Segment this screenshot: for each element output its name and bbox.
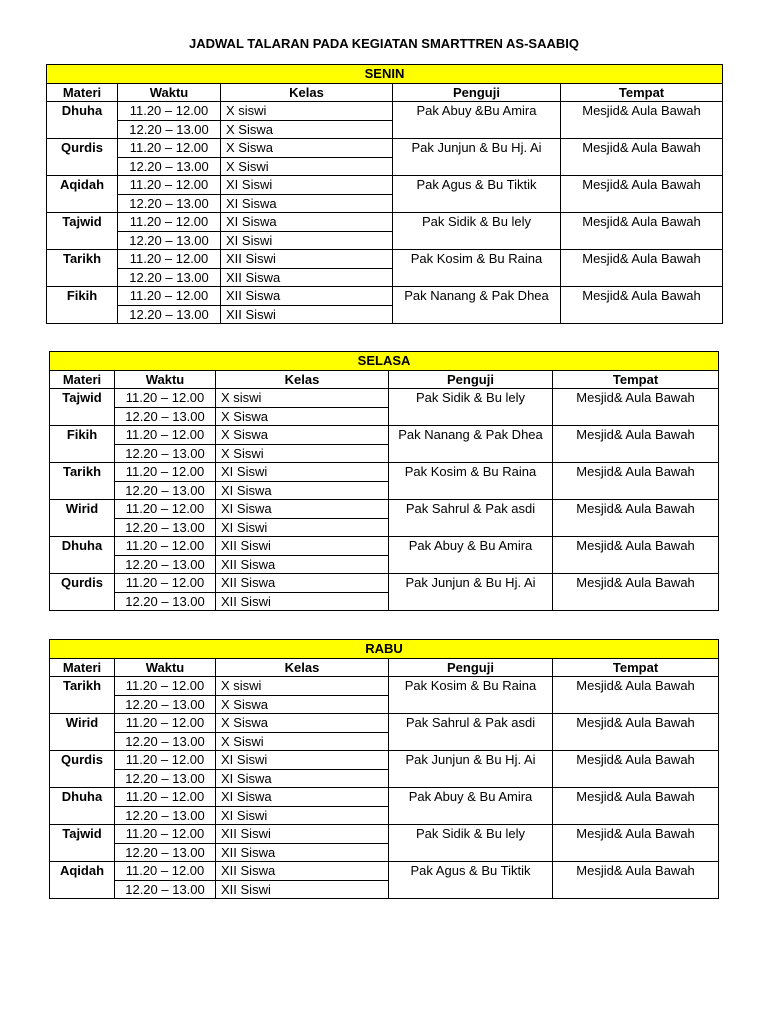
day-label: SENIN — [47, 65, 723, 84]
kelas-cell: XII Siswa — [216, 843, 389, 862]
waktu-cell: 12.20 – 13.00 — [115, 555, 216, 574]
tempat-cell: Mesjid& Aula Bawah — [553, 574, 719, 611]
kelas-cell: XI Siswi — [216, 751, 389, 770]
waktu-cell: 12.20 – 13.00 — [115, 592, 216, 611]
waktu-cell: 12.20 – 13.00 — [115, 695, 216, 714]
column-header-materi: Materi — [47, 83, 118, 102]
tempat-cell: Mesjid& Aula Bawah — [561, 176, 723, 213]
materi-cell: Tarikh — [47, 250, 118, 287]
waktu-cell: 12.20 – 13.00 — [115, 769, 216, 788]
column-header-kelas: Kelas — [216, 658, 389, 677]
kelas-cell: XI Siswa — [216, 788, 389, 807]
table-row — [47, 287, 723, 306]
kelas-cell: XII Siswi — [216, 537, 389, 556]
column-header-row — [50, 370, 719, 389]
day-label: SELASA — [50, 352, 719, 371]
column-header-waktu: Waktu — [118, 83, 221, 102]
penguji-cell: Pak Nanang & Pak Dhea — [393, 287, 561, 324]
column-header-materi: Materi — [50, 370, 115, 389]
kelas-cell: XI Siswa — [216, 769, 389, 788]
kelas-cell: X Siswa — [216, 714, 389, 733]
column-header-row — [50, 658, 719, 677]
column-header-penguji: Penguji — [393, 83, 561, 102]
waktu-cell: 12.20 – 13.00 — [115, 732, 216, 751]
kelas-cell: XI Siswi — [221, 176, 393, 195]
tempat-cell: Mesjid& Aula Bawah — [553, 862, 719, 899]
kelas-cell: X Siswa — [221, 120, 393, 139]
table-row — [47, 102, 723, 121]
penguji-cell: Pak Junjun & Bu Hj. Ai — [389, 751, 553, 788]
tempat-cell: Mesjid& Aula Bawah — [561, 250, 723, 287]
waktu-cell: 11.20 – 12.00 — [118, 176, 221, 195]
table-row — [47, 250, 723, 269]
materi-cell: Fikih — [47, 287, 118, 324]
document-title: JADWAL TALARAN PADA KEGIATAN SMARTTREN AS-SAABIQ — [189, 36, 579, 51]
penguji-cell: Pak Junjun & Bu Hj. Ai — [393, 139, 561, 176]
table-row — [50, 714, 719, 733]
tempat-cell: Mesjid& Aula Bawah — [553, 389, 719, 426]
penguji-cell: Pak Agus & Bu Tiktik — [389, 862, 553, 899]
penguji-cell: Pak Sidik & Bu lely — [393, 213, 561, 250]
kelas-cell: XII Siswa — [216, 574, 389, 593]
waktu-cell: 12.20 – 13.00 — [115, 444, 216, 463]
materi-cell: Dhuha — [50, 788, 115, 825]
materi-cell: Qurdis — [50, 574, 115, 611]
tempat-cell: Mesjid& Aula Bawah — [553, 426, 719, 463]
column-header-tempat: Tempat — [553, 658, 719, 677]
penguji-cell: Pak Agus & Bu Tiktik — [393, 176, 561, 213]
table-row — [50, 463, 719, 482]
kelas-cell: XI Siswa — [221, 194, 393, 213]
waktu-cell: 12.20 – 13.00 — [115, 806, 216, 825]
kelas-cell: X siswi — [216, 389, 389, 408]
kelas-cell: XII Siswi — [216, 880, 389, 899]
waktu-cell: 11.20 – 12.00 — [115, 426, 216, 445]
table-row — [50, 426, 719, 445]
kelas-cell: XI Siswi — [216, 463, 389, 482]
penguji-cell: Pak Abuy &Bu Amira — [393, 102, 561, 139]
table-row — [50, 574, 719, 593]
day-header-row — [50, 352, 719, 371]
tempat-cell: Mesjid& Aula Bawah — [553, 537, 719, 574]
materi-cell: Tarikh — [50, 463, 115, 500]
kelas-cell: XI Siswi — [216, 518, 389, 537]
table-row — [50, 537, 719, 556]
waktu-cell: 11.20 – 12.00 — [115, 788, 216, 807]
kelas-cell: X Siswi — [216, 732, 389, 751]
materi-cell: Qurdis — [47, 139, 118, 176]
penguji-cell: Pak Kosim & Bu Raina — [393, 250, 561, 287]
materi-cell: Qurdis — [50, 751, 115, 788]
kelas-cell: XII Siswi — [216, 825, 389, 844]
table-row — [47, 139, 723, 158]
schedule-table-rabu — [49, 639, 719, 899]
table-row — [50, 862, 719, 881]
tempat-cell: Mesjid& Aula Bawah — [553, 714, 719, 751]
tempat-cell: Mesjid& Aula Bawah — [553, 463, 719, 500]
tempat-cell: Mesjid& Aula Bawah — [553, 825, 719, 862]
waktu-cell: 11.20 – 12.00 — [115, 389, 216, 408]
waktu-cell: 12.20 – 13.00 — [115, 481, 216, 500]
column-header-kelas: Kelas — [221, 83, 393, 102]
waktu-cell: 12.20 – 13.00 — [118, 157, 221, 176]
penguji-cell: Pak Kosim & Bu Raina — [389, 463, 553, 500]
table-row — [50, 677, 719, 696]
tempat-cell: Mesjid& Aula Bawah — [561, 287, 723, 324]
column-header-penguji: Penguji — [389, 658, 553, 677]
materi-cell: Aqidah — [50, 862, 115, 899]
penguji-cell: Pak Nanang & Pak Dhea — [389, 426, 553, 463]
kelas-cell: XI Siswa — [216, 500, 389, 519]
column-header-penguji: Penguji — [389, 370, 553, 389]
waktu-cell: 11.20 – 12.00 — [118, 102, 221, 121]
penguji-cell: Pak Sahrul & Pak asdi — [389, 500, 553, 537]
kelas-cell: X Siswa — [216, 407, 389, 426]
kelas-cell: XII Siswi — [216, 592, 389, 611]
day-label: RABU — [50, 640, 719, 659]
column-header-row — [47, 83, 723, 102]
waktu-cell: 12.20 – 13.00 — [118, 120, 221, 139]
kelas-cell: XI Siswa — [221, 213, 393, 232]
materi-cell: Fikih — [50, 426, 115, 463]
penguji-cell: Pak Abuy & Bu Amira — [389, 537, 553, 574]
tempat-cell: Mesjid& Aula Bawah — [553, 677, 719, 714]
schedule-table-senin — [46, 64, 723, 324]
kelas-cell: X Siswa — [221, 139, 393, 158]
table-row — [47, 176, 723, 195]
waktu-cell: 11.20 – 12.00 — [115, 500, 216, 519]
table-row — [50, 389, 719, 408]
waktu-cell: 12.20 – 13.00 — [115, 843, 216, 862]
materi-cell: Tajwid — [50, 389, 115, 426]
materi-cell: Dhuha — [47, 102, 118, 139]
kelas-cell: XI Siswa — [216, 481, 389, 500]
materi-cell: Tajwid — [50, 825, 115, 862]
waktu-cell: 11.20 – 12.00 — [115, 825, 216, 844]
waktu-cell: 12.20 – 13.00 — [118, 194, 221, 213]
waktu-cell: 12.20 – 13.00 — [115, 880, 216, 899]
waktu-cell: 11.20 – 12.00 — [115, 862, 216, 881]
column-header-waktu: Waktu — [115, 370, 216, 389]
materi-cell: Dhuha — [50, 537, 115, 574]
kelas-cell: X Siswa — [216, 426, 389, 445]
penguji-cell: Pak Sidik & Bu lely — [389, 389, 553, 426]
waktu-cell: 12.20 – 13.00 — [118, 305, 221, 324]
waktu-cell: 11.20 – 12.00 — [118, 213, 221, 232]
kelas-cell: XII Siswa — [221, 287, 393, 306]
kelas-cell: XII Siswa — [221, 268, 393, 287]
table-row — [47, 213, 723, 232]
kelas-cell: XII Siswi — [221, 250, 393, 269]
penguji-cell: Pak Abuy & Bu Amira — [389, 788, 553, 825]
table-row — [50, 788, 719, 807]
waktu-cell: 11.20 – 12.00 — [115, 677, 216, 696]
kelas-cell: X Siswa — [216, 695, 389, 714]
materi-cell: Aqidah — [47, 176, 118, 213]
materi-cell: Wirid — [50, 714, 115, 751]
kelas-cell: XII Siswi — [221, 305, 393, 324]
tempat-cell: Mesjid& Aula Bawah — [561, 102, 723, 139]
penguji-cell: Pak Sahrul & Pak asdi — [389, 714, 553, 751]
waktu-cell: 12.20 – 13.00 — [115, 407, 216, 426]
materi-cell: Tajwid — [47, 213, 118, 250]
waktu-cell: 11.20 – 12.00 — [118, 287, 221, 306]
column-header-tempat: Tempat — [561, 83, 723, 102]
waktu-cell: 11.20 – 12.00 — [118, 250, 221, 269]
day-header-row — [47, 65, 723, 84]
waktu-cell: 12.20 – 13.00 — [118, 268, 221, 287]
day-header-row — [50, 640, 719, 659]
kelas-cell: X siswi — [216, 677, 389, 696]
table-row — [50, 825, 719, 844]
kelas-cell: XII Siswa — [216, 555, 389, 574]
waktu-cell: 11.20 – 12.00 — [115, 751, 216, 770]
penguji-cell: Pak Junjun & Bu Hj. Ai — [389, 574, 553, 611]
penguji-cell: Pak Sidik & Bu lely — [389, 825, 553, 862]
kelas-cell: XI Siswi — [221, 231, 393, 250]
column-header-kelas: Kelas — [216, 370, 389, 389]
tempat-cell: Mesjid& Aula Bawah — [553, 751, 719, 788]
waktu-cell: 11.20 – 12.00 — [115, 463, 216, 482]
kelas-cell: X siswi — [221, 102, 393, 121]
waktu-cell: 11.20 – 12.00 — [115, 714, 216, 733]
column-header-tempat: Tempat — [553, 370, 719, 389]
tempat-cell: Mesjid& Aula Bawah — [553, 788, 719, 825]
kelas-cell: X Siswi — [216, 444, 389, 463]
waktu-cell: 11.20 – 12.00 — [115, 574, 216, 593]
waktu-cell: 11.20 – 12.00 — [118, 139, 221, 158]
tempat-cell: Mesjid& Aula Bawah — [553, 500, 719, 537]
kelas-cell: XI Siswi — [216, 806, 389, 825]
schedule-table-selasa — [49, 351, 719, 611]
table-row — [50, 751, 719, 770]
kelas-cell: X Siswi — [221, 157, 393, 176]
column-header-waktu: Waktu — [115, 658, 216, 677]
column-header-materi: Materi — [50, 658, 115, 677]
tempat-cell: Mesjid& Aula Bawah — [561, 213, 723, 250]
tempat-cell: Mesjid& Aula Bawah — [561, 139, 723, 176]
table-row — [50, 500, 719, 519]
materi-cell: Wirid — [50, 500, 115, 537]
waktu-cell: 12.20 – 13.00 — [118, 231, 221, 250]
penguji-cell: Pak Kosim & Bu Raina — [389, 677, 553, 714]
kelas-cell: XII Siswa — [216, 862, 389, 881]
waktu-cell: 11.20 – 12.00 — [115, 537, 216, 556]
materi-cell: Tarikh — [50, 677, 115, 714]
waktu-cell: 12.20 – 13.00 — [115, 518, 216, 537]
